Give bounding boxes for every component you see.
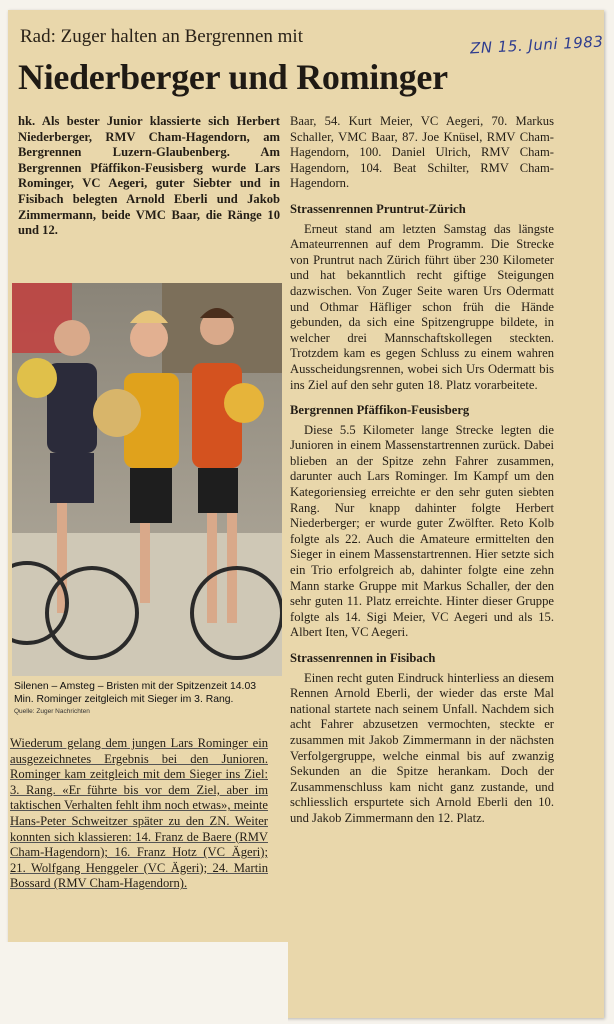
cyclists-photo <box>12 283 282 676</box>
photo-illustration <box>12 283 282 676</box>
section-heading-pruntrut: Strassenrennen Pruntrut-Zürich <box>290 201 466 216</box>
right-column <box>290 114 554 827</box>
handwritten-date: ZN 15. Juni 1983 <box>469 32 604 58</box>
article-headline: Niederberger und Rominger <box>18 57 448 97</box>
lead-paragraph: hk. Als bester Junior klassierte sich Herbert Niederberger, RMV Cham-Hagendorn, am Bergrennen Luzern-Glaubenberg. Am Bergrennen Pfäffikon-Feusisberg wurde Lars Rominger, VC Aegeri, guter Siebter und in Fisibach belegten Arnold Eberli und Jakob Zimmermann, beide VMC Baar, die Ränge 10 und 12. <box>18 114 280 238</box>
photo-caption-text: Silenen – Amsteg – Bristen mit der Spitzenzeit 14.03 Min. Rominger zeitgleich mit Sieger im 3. Rang. <box>14 681 257 705</box>
results-continuation: Baar, 54. Kurt Meier, VC Aegeri, 70. Markus Schaller, VMC Baar, 87. Joe Knüsel, RMV Cham-Hagendorn, 100. Daniel Ulrich, RMV Cham-Hagendorn, 104. Beat Schilter, RMV Cham-Hagendorn. <box>290 114 554 191</box>
article-kicker: Rad: Zuger halten an Bergrennen mit <box>20 26 303 47</box>
photo-source: Quelle: Zuger Nachrichten <box>14 708 90 715</box>
section-text-pfaeffikon: Diese 5.5 Kilometer lange Strecke legten die Junioren in einem Massenstartrennen zurück. Dabei blieben an der Spitze zehn Fahrer zusammen, darunter auch Lars Rominger. Im Kampf um den Kategoriensieg erreichte er den sehr guten siebten Rang. Nur knapp dahinter folgte Herbert Niederberger; er wurde guter Zwölfter. Reto Kolb folgte als 22. Auch die Amateure ermittelten den Sieger in einem Massenstartrennen. Hier setzte sich ein Trio erfolgreich ab, dahinter folgte eine zehn Mann starke Gruppe mit Markus Schaller, der den sehr guten 11. Platz erreichte. Hinter dieser Gruppe folgte als 14. Sigi Meier, VC Aegeri und als 15. Albert Iten, VC Aegeri. <box>290 422 554 640</box>
section-heading-pfaeffikon: Bergrennen Pfäffikon-Feusisberg <box>290 403 470 418</box>
section-text-pruntrut: Erneut stand am letzten Samstag das längste Amateurrennen auf dem Programm. Die Strecke von Pruntrut nach Zürich führt über 230 Kilometer und hat bekanntlich recht giftige Steigungen dazwischen. Von Zuger Seite waren Urs Odermatt und Othmar Häfliger schon früh die Hände gebunden, da sich eine Spitzengruppe bildete, in welcher drei Mannschaftskollegen steckten. Trotzdem kam es gegen Schluss zu einem wahren Ausscheidungsrennen, wobei sich Urs Odermatt bis ins Ziel auf den sehr guten 18. Platz vorarbeitete. <box>290 221 554 392</box>
section-text-fisibach: Einen recht guten Eindruck hinterliess an diesem Rennen Arnold Eberli, der wieder das erste Mal national startete nach seinem Unfall. Nachdem sich acht Fahrer abzusetzen vermochten, steckte er zusammen mit Jakob Zimmermann in der nächsten Verfolgergruppe, welche einmal bis auf zwanzig Sekunden an die Spitze herankam. Doch der Zusammenschluss kam nicht ganz zustande, und schliesslich erspurtete sich Arnold Eberli den 10. und Jakob Zimmermann den 12. Platz. <box>290 670 554 825</box>
photo-caption <box>14 681 276 719</box>
rominger-paragraph: Wiederum gelang dem jungen Lars Rominger ein ausgezeichnetes Ergebnis bei den Junioren. Rominger kam zeitgleich mit dem Sieger ins Ziel: 3. Rang. «Er führte bis vor dem Ziel, aber im taktischen Verhalten fehlt ihm noch etwas», meinte Hans-Peter Schweitzer später zu den ZN. Weiter konnten sich klassieren: 14. Franz de Baere (RMV Cham-Hagendorn); 16. Franz Hotz (VC Ägeri); 21. Wolfgang Henggeler (VC Ägeri); 24. Martin Bossard (RMV Cham-Hagendorn). <box>10 736 268 891</box>
rominger-paragraph-column <box>10 736 268 892</box>
lead-paragraph-column <box>18 114 280 239</box>
section-heading-fisibach: Strassenrennen in Fisibach <box>290 651 436 665</box>
clipping-margin <box>0 942 288 1024</box>
